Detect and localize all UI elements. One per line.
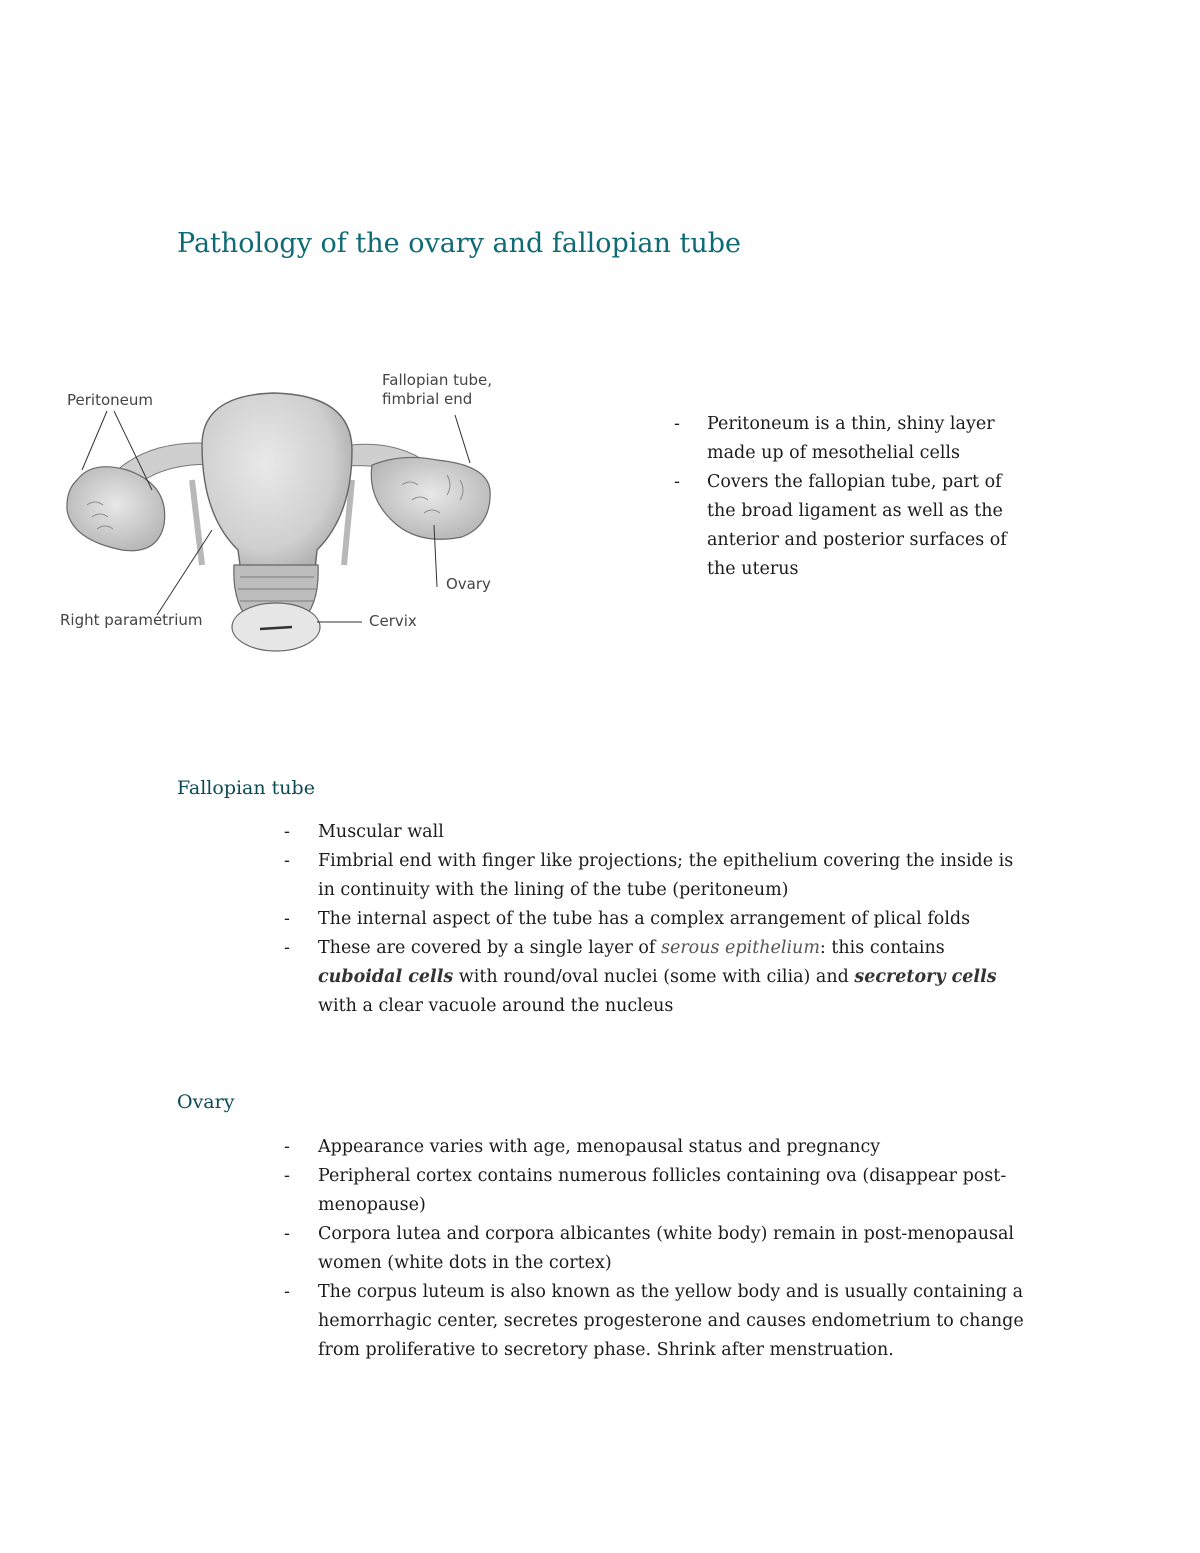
list-item: - Fimbrial end with finger like projections; the epithelium covering the inside is in continuity with the lining of the tube (peritoneum) [282, 847, 1032, 905]
bullet-dash: - [284, 851, 290, 871]
bullet-dash: - [284, 1224, 290, 1244]
term-serous-epithelium: serous epithelium [660, 938, 820, 958]
label-fallopian-tube-2: fimbrial end [382, 390, 473, 408]
bullet-dash: - [284, 1282, 290, 1302]
page-title: Pathology of the ovary and fallopian tube [177, 228, 741, 259]
bullet-dash: - [284, 822, 290, 842]
label-right-parametrium: Right parametrium [60, 611, 203, 629]
list-item: - Covers the fallopian tube, part of the broad ligament as well as the anterior and posterior surfaces of the uterus [672, 468, 1032, 584]
peritoneum-notes [672, 410, 1032, 584]
list-item: - Appearance varies with age, menopausal status and pregnancy [282, 1133, 1032, 1162]
bullet-dash: - [284, 1166, 290, 1186]
bullet-dash: - [674, 472, 680, 492]
list-item: - The corpus luteum is also known as the yellow body and is usually containing a hemorrhagic center, secretes progesterone and causes endometrium to change from proliferative to secretory phase. Shrink after menstruation. [282, 1278, 1032, 1365]
label-ovary: Ovary [446, 575, 491, 593]
label-fallopian-tube-1: Fallopian tube, [382, 371, 493, 389]
list-item: - Peripheral cortex contains numerous follicles containing ova (disappear post-menopause) [282, 1162, 1032, 1220]
ovary-list [282, 1133, 1032, 1365]
bullet-dash: - [284, 1137, 290, 1157]
bullet-dash: - [284, 938, 290, 958]
list-item: - Peritoneum is a thin, shiny layer made up of mesothelial cells [672, 410, 1032, 468]
label-cervix: Cervix [369, 612, 417, 630]
fallopian-tube-list [282, 818, 1032, 1021]
list-item: - These are covered by a single layer of serous epithelium: this contains cuboidal cells with round/oval nuclei (some with cilia) and secretory cells with a clear vacuole around the nucleus [282, 934, 1032, 1021]
uterus-anatomy-figure [52, 365, 502, 665]
section-heading-ovary: Ovary [177, 1091, 235, 1113]
bullet-dash: - [674, 414, 680, 434]
term-cuboidal-cells: cuboidal cells [318, 967, 454, 987]
list-item: - Muscular wall [282, 818, 1032, 847]
bullet-dash: - [284, 909, 290, 929]
label-peritoneum: Peritoneum [67, 391, 153, 409]
list-item: - The internal aspect of the tube has a complex arrangement of plical folds [282, 905, 1032, 934]
list-item: - Corpora lutea and corpora albicantes (white body) remain in post-menopausal women (white dots in the cortex) [282, 1220, 1032, 1278]
term-secretory-cells: secretory cells [854, 967, 997, 987]
section-heading-fallopian-tube: Fallopian tube [177, 777, 315, 799]
